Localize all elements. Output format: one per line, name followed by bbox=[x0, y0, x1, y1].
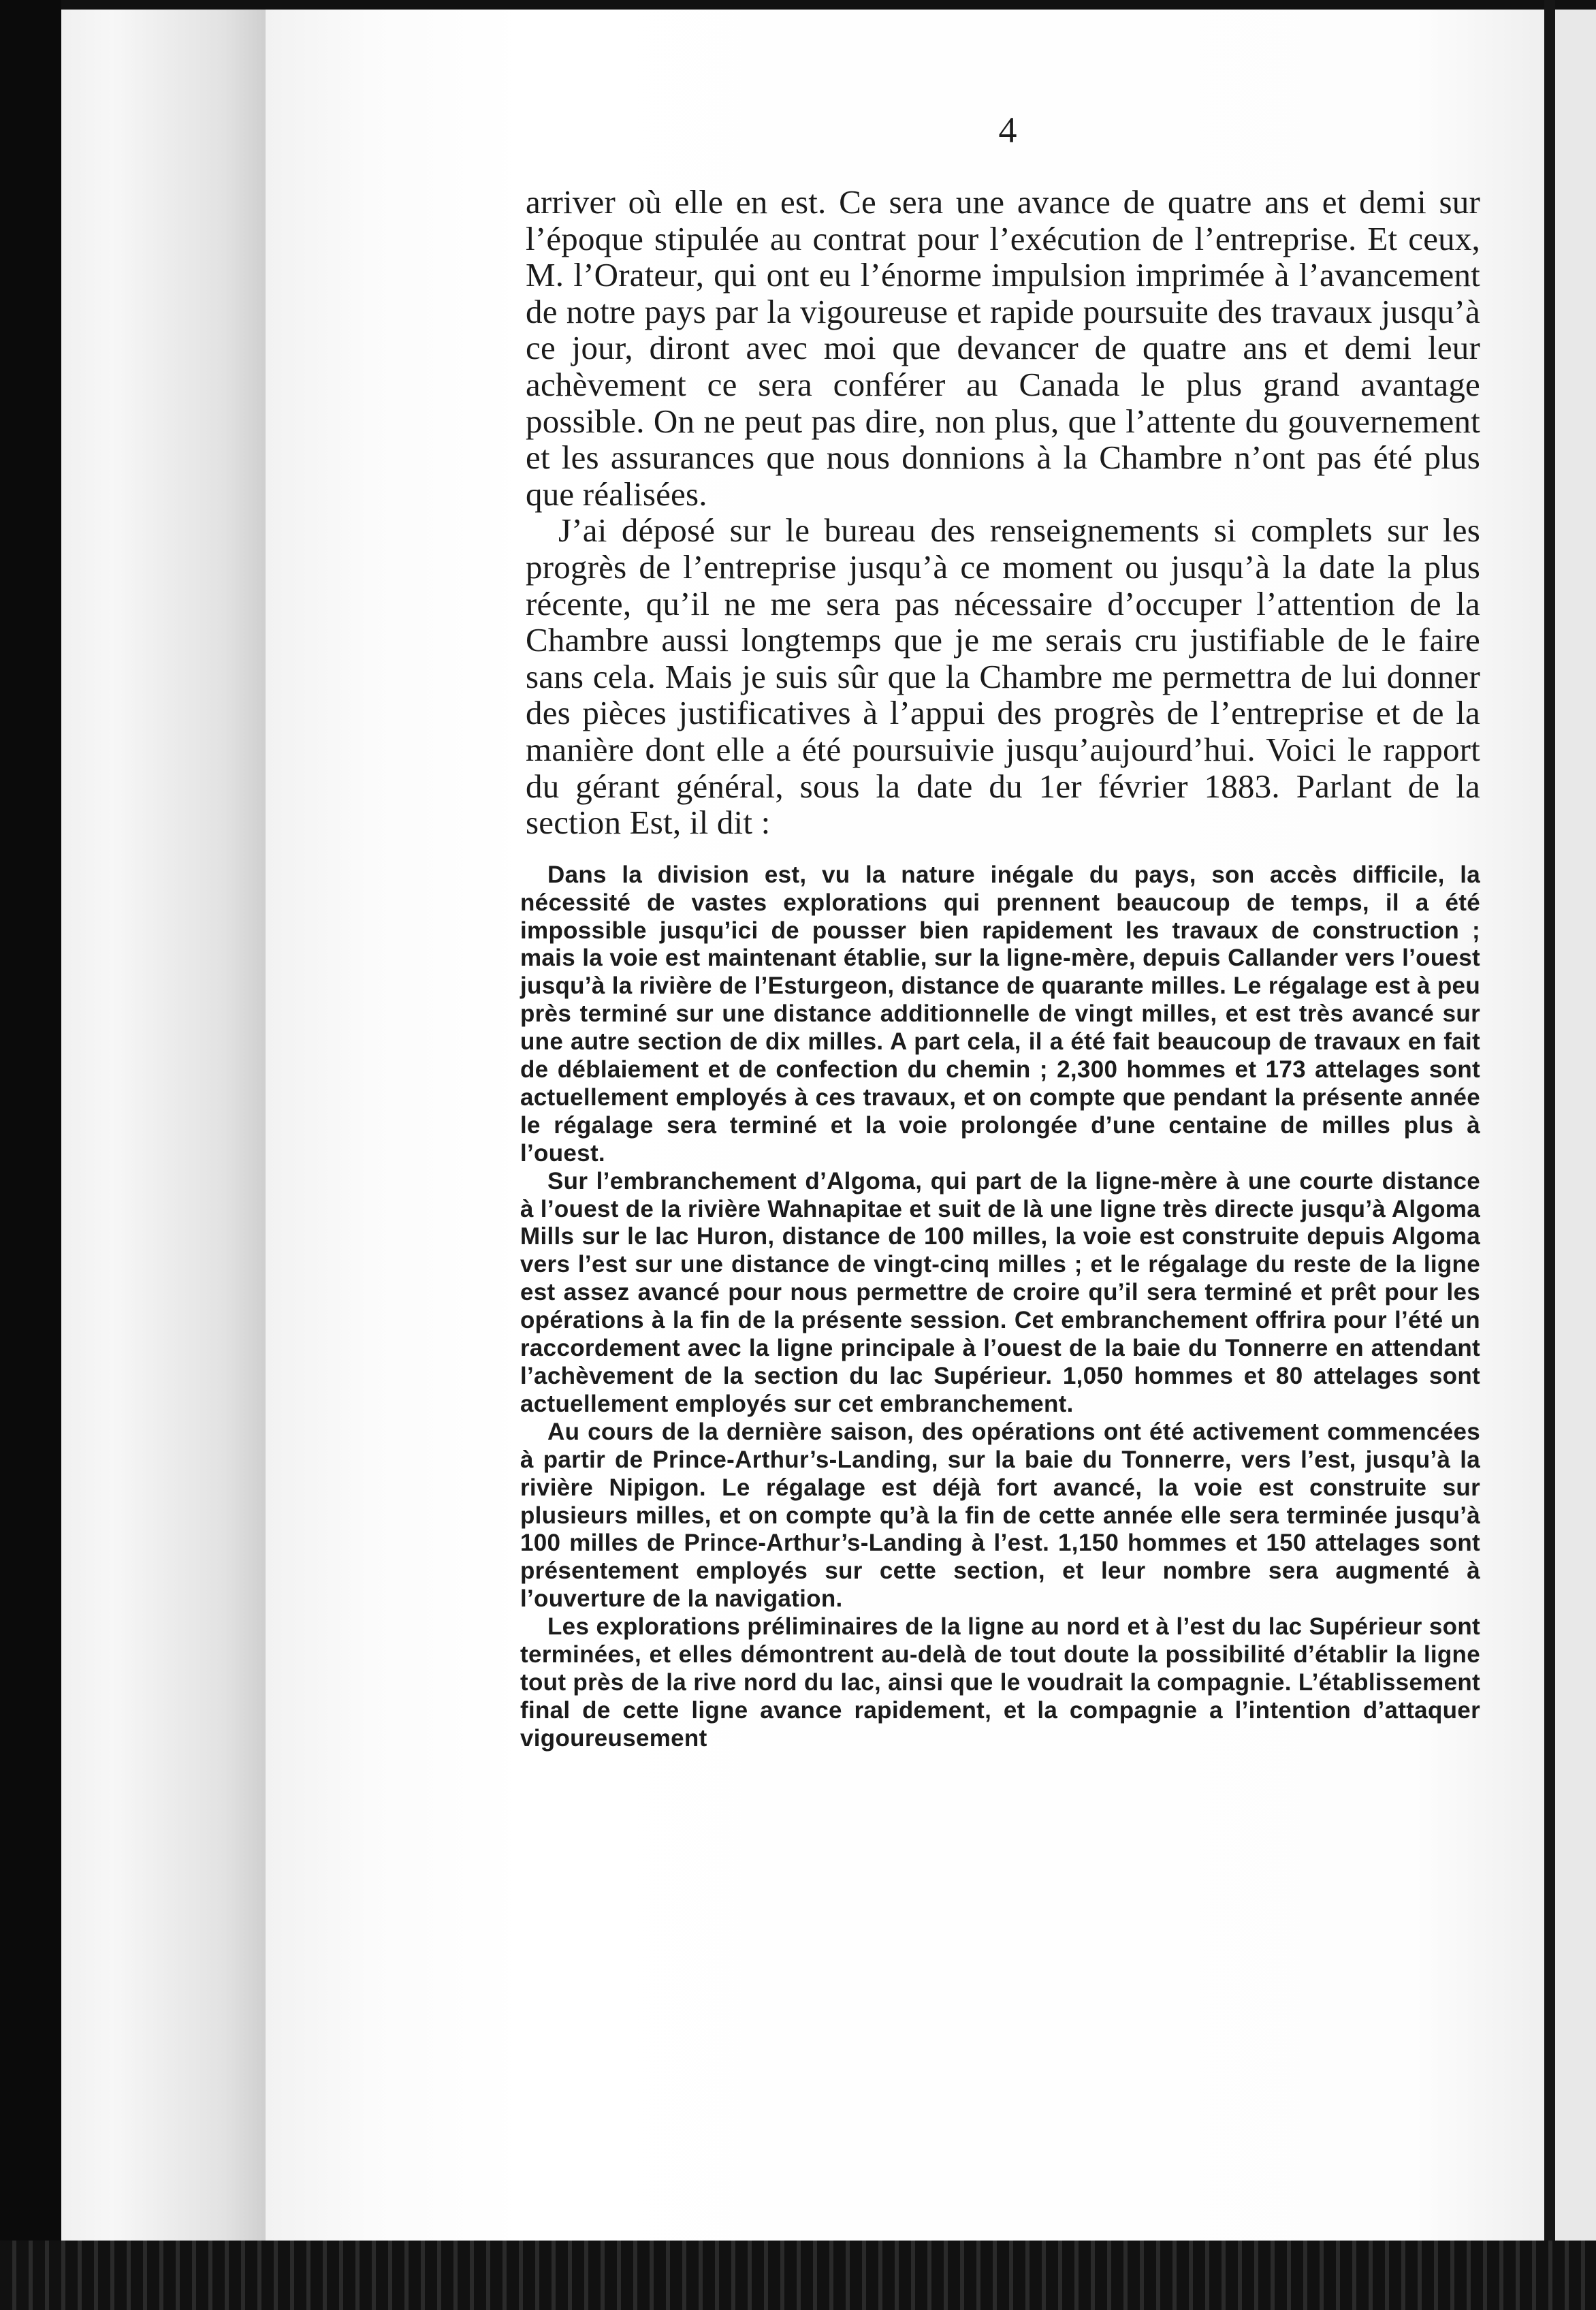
page-number: 4 bbox=[998, 110, 1017, 151]
scan-border-right bbox=[1544, 0, 1555, 2310]
scan-border-left bbox=[0, 0, 61, 2310]
main-text bbox=[520, 183, 1480, 1753]
page-gutter bbox=[61, 10, 266, 2241]
scan-border-top bbox=[0, 0, 1596, 10]
quoted-report bbox=[520, 861, 1480, 1753]
body-paragraph: J’ai déposé sur le bureau des renseignements si complets sur les progrès de l’entreprise jusqu’à ce moment ou jusqu’à la date la plus récente, qu’il ne me sera pas nécessaire d’occuper l’attention de la Chambre aussi longtemps que je me serais cru justifiable de le faire sans cela. Mais je suis sûr que la Chambre me permettra de lui donner des pièces justificatives à l’appui des progrès de l’entreprise et de la manière dont elle a été poursuivie jusqu’aujourd’hui. Voici le rapport du gérant général, sous la date du 1er février 1883. Parlant de la section Est, il dit : bbox=[526, 511, 1480, 842]
quoted-paragraph: Dans la division est, vu la nature inégale du pays, son accès difficile, la nécessité de vastes explorations qui prennent beaucoup de temps, il a été impossible jusqu’ici de pousser bien rapidement les travaux de construction ; mais la voie est maintenant établie, sur la ligne-mère, depuis Callander vers l’ouest jusqu’à la rivière de l’Esturgeon, distance de quarante milles. Le régalage est à peu près terminé sur une distance additionnelle de vingt milles, et est très avancé sur une autre section de dix milles. A part cela, il a été fait beaucoup de travaux en fait de déblaiement et de confection du chemin ; 2,300 hommes et 173 attelages sont actuellement employés à ces travaux, et on compte que pendant la présente année le régalage sera terminé et la voie prolongée d’une centaine de milles plus à l’ouest. bbox=[520, 861, 1480, 1167]
quoted-paragraph: Sur l’embranchement d’Algoma, qui part de la ligne-mère à une courte distance à l’ouest de la rivière Wahnapitae et suit de là une ligne très directe jusqu’à Algoma Mills sur le lac Huron, distance de 100 milles, la voie est construite depuis Algoma vers l’est sur une distance de vingt-cinq milles ; et le régalage du reste de la ligne est assez avancé pour nous permettre de croire qu’il sera terminé et prêt pour les opérations à la fin de la présente session. Cet embranchement offrira pour l’été un raccordement avec la ligne principale à l’ouest de la baie du Tonnerre en attendant l’achèvement de la section du lac Supérieur. 1,050 hommes et 80 attelages sont actuellement employés sur cet embranchement. bbox=[520, 1167, 1480, 1417]
quoted-paragraph: Les explorations préliminaires de la ligne au nord et à l’est du lac Supérieur sont terminées, et elles démontrent au-delà de tout doute la possibilité d’établir la ligne tout près de la rive nord du lac, ainsi que le voudrait la compagnie. L’établissement final de cette ligne avance rapidement, et la compagnie a l’intention d’attaquer vigoureusement bbox=[520, 1613, 1480, 1752]
next-page-edge bbox=[1555, 10, 1596, 2241]
scan-border-bottom bbox=[0, 2241, 1596, 2310]
body-paragraph: arriver où elle en est. Ce sera une avance de quatre ans et demi sur l’époque stipulée au contrat pour l’exécution de l’entreprise. Et ceux, M. l’Orateur, qui ont eu l’énorme impulsion imprimée à l’avancement de notre pays par la vigoureuse et rapide poursuite des travaux jusqu’à ce jour, diront avec moi que devancer de quatre ans et demi leur achèvement ce sera conférer au Canada le plus grand avantage possible. On ne peut pas dire, non plus, que l’attente du gouvernement et les assurances que nous donnions à la Chambre n’ont pas été plus que réalisées. bbox=[526, 183, 1480, 513]
quoted-paragraph: Au cours de la dernière saison, des opérations ont été activement commencées à partir de Prince-Arthur’s-Landing, sur la baie du Tonnerre, vers l’est, jusqu’à la rivière Nipigon. Le régalage est déjà fort avancé, la voie est construite sur plusieurs milles, et on compte qu’à la fin de cette année elle sera terminée jusqu’à 100 milles de Prince-Arthur’s-Landing à l’est. 1,150 hommes et 150 attelages sont présentement employés sur cette section, et leur nombre sera augmenté à l’ouverture de la navigation. bbox=[520, 1418, 1480, 1613]
